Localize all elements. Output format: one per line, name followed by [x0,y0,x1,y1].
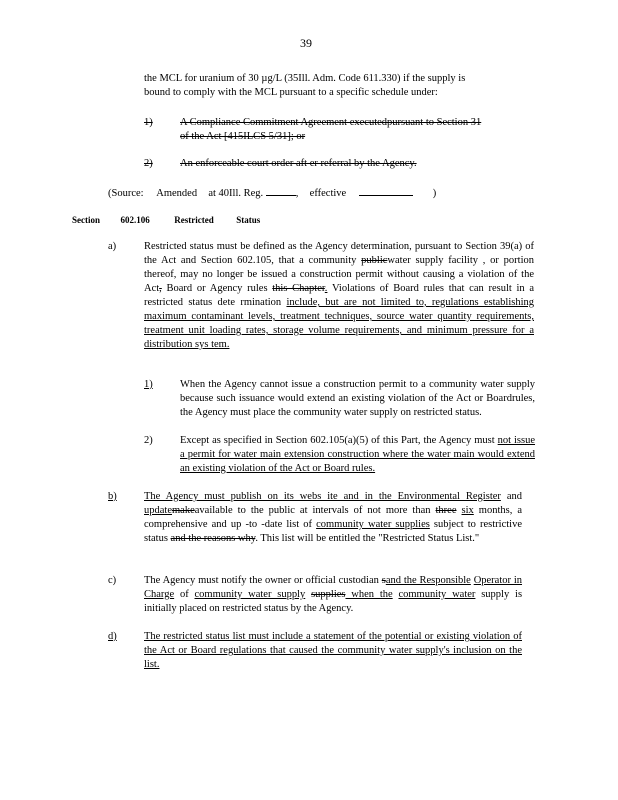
sub-item-1-text-b: water supply because such issuance would extend an existing violation of the Act or Boardrules, the Agency must place the community water supply on restricted status. [180,379,536,418]
para-c-marker: c) [108,575,117,586]
item-1-line-1: A Compliance Commitment Agreement executedpursuant to Section 31 [180,117,482,128]
para-b-period: . [255,533,258,544]
para-a-strike-2: this Chapter [272,283,325,294]
para-a-plain-3: Board or Agency rules [166,283,268,294]
section-number: 602.106 [120,215,150,225]
item-1-marker: 1) [144,117,153,128]
para-c-plain-5: supply is initially placed on restricted status by the Agency. [144,589,523,614]
source-label: (Source: [108,188,144,199]
item-1-text [180,116,530,144]
para-a-period: . [324,283,328,294]
para-b-strike-2: three [435,505,457,516]
para-b-plain-1: and [500,491,522,502]
intro-line-1: the MCL for uranium of 30 µg/L (35Ill. Adm. Code 611.330) if the supply is [144,73,466,84]
para-b-u1: The Agency must publish on its webs ite and in the Environmental Register [144,491,501,502]
intro-paragraph [144,72,516,100]
para-b-plain-2: available to the public at intervals of not more than [194,505,431,516]
para-a-plain-1: Restricted status must be defined as the Agency determination, pursuant to Section 39(a) of the Act and Section 602.105, that a community [144,241,534,266]
item-2-line-1: An enforceable court order aft er referral by the Agency. [180,158,417,169]
sub-item-1-text [180,378,535,420]
para-b-strike-3: and the reasons why [170,533,256,544]
source-register: at 40Ill. Reg. [208,188,264,199]
para-a-marker: a) [108,241,117,252]
para-b-plain-5: This list will be entitled the "Restricted Status List." [257,533,480,544]
page-number: 39 [300,36,312,50]
sub-item-1-text-a: When the Agency cannot issue a construction permit to a community [180,379,477,390]
para-c-plain-1: The Agency must notify the owner or official custodian [144,575,379,586]
para-b-plain-3: months, a comprehensive and up -to -date list of [144,505,523,530]
para-b-u3: six [461,505,474,516]
para-a-plain-4: Violations of Board rules that can result in a restricted status dete rmination [144,283,535,308]
para-b-u2: update [144,505,172,516]
sub-item-2-text [180,434,535,476]
para-b-u4: community water supplies [316,519,430,530]
item-2-marker: 2) [144,158,153,169]
para-b-plain-4: subject to restrictive status [144,519,523,544]
section-label: Section [72,215,100,225]
intro-line-2: bound to comply with the MCL pursuant to a specific schedule under: [144,87,438,98]
item-1-line-2: of the Act [415ILCS 5/31]; or [180,131,306,142]
para-a-strike-1: public [361,255,388,266]
item-2-text [180,157,530,171]
para-c-u1: Operator in Charge [144,575,523,600]
para-c-u2: community water supply [194,589,306,600]
sub-item-2-underlined: not issue a permit for water main extension construction where the water main would extend an existing violation of the Act or Board rules. [180,435,536,474]
sub-item-2-marker: 2) [144,435,153,446]
para-c-plain-4: when the [345,589,393,600]
para-d-underlined: The restricted status list must include a statement of the potential or existing violation of the Act or Board regulations that caused the community water supply's inclusion on the list. [144,631,522,670]
para-c-strike-1: s [381,575,386,586]
section-title-word-2: Status [236,215,261,225]
source-comma: , [295,188,299,199]
section-title-word-1: Restricted [174,215,214,225]
sub-item-2-text-a: Except as specified in Section 602.105(a)(5) of this Part, the Agency must [180,435,495,446]
para-b-marker: b) [108,491,117,502]
source-effective: effective [309,188,347,199]
para-b-strike-1: make [172,505,195,516]
para-a-plain-2: water supply facility , or portion thereof, may no longer be issued a construction permit without causing a violation of the Act [144,255,534,294]
para-d-marker: d) [108,631,117,642]
sub-item-1-marker: 1) [144,379,153,390]
effective-blank [359,185,413,196]
source-amended: Amended [156,188,198,199]
register-blank [266,185,296,196]
para-c-strike-2: supplies [311,589,346,600]
para-a-underlined: include, but are not limited to, regulations establishing maximum contaminant levels, treatment techniques, source water quantity requirements, treatment unit loading rates, storage volume requirements, and minimum pressure for a distribution sys tem. [144,297,534,350]
para-c-plain-2: and the Responsible [385,575,471,586]
para-a-text [144,240,534,352]
source-line [108,185,436,201]
para-c-u3: community water [398,589,476,600]
para-c-plain-3: of [174,589,189,600]
source-close: ) [432,188,437,199]
para-b-text [144,490,522,546]
para-d-text [144,630,522,672]
para-c-text [144,574,522,616]
para-a-comma: , [159,283,162,294]
section-header [72,213,260,227]
